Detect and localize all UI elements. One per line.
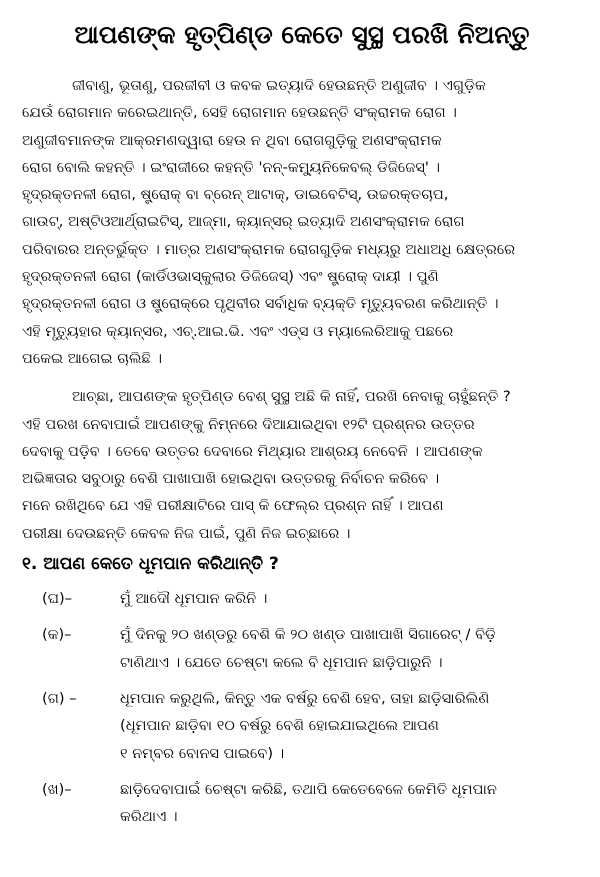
text-line: ଟାଣିଥାଏ । ଯେତେ ଚେଷ୍ଟା କଲେ ବି ଧୂମପାନ ଛାଡ଼ିପାରୁନି । (120, 653, 443, 671)
answer-option-ka (22, 621, 582, 676)
option-text (120, 621, 582, 676)
answer-option-ga (22, 685, 582, 767)
text-line: ଏହି ପରଖ ନେବାପାଇଁ ଆପଣଙ୍କୁ ନିମ୍ନରେ ଦିଆଯାଇଥିବା ୧୨ଟି ପ୍ରଶ୍ନର ଉତ୍ତର (22, 415, 475, 433)
text-line: ମନେ ରଖିଥିବେ ଯେ ଏହି ପରୀକ୍ଷାଟିରେ ପାସ୍ କି ଫେଲ୍‌ର ପ୍ରଶ୍ନ ନାହିଁ । ଆପଣ (22, 497, 444, 515)
text-line: ଅଭିଜ୍ଞତାର ସବୁଠାରୁ ବେଶି ପାଖାପାଖି ହୋଇଥିବା ଉତ୍ତରକୁ ନିର୍ବାଚନ କରିବେ । (22, 470, 440, 488)
text-line: ପରିବାରର ଅନ୍ତର୍ଭୁକ୍ତ । ମାତ୍ର ଅଣସଂକ୍ରାମକ ରୋଗଗୁଡ଼ିକ ମଧ୍ୟରୁ ଅଧାଅଧି କ୍ଷେତ୍ରରେ (22, 240, 516, 258)
text-line: ହୃଦ୍‌ରକ୍ତନଳୀ ରୋଗ, ଷ୍ଟ୍ରୋକ୍ ବା ବ୍ରେନ୍ ଆଟାକ୍, ଡାଇବେଟିସ୍, ଉଚ୍ଚରକ୍ତଚାପ, (22, 186, 449, 204)
text-line: କରିଥାଏ । (120, 808, 178, 826)
option-key: (ଗ) – (42, 689, 77, 707)
text-line: ଜୀବାଣୁ, ଭୂତାଣୁ, ପରଜୀବୀ ଓ କବକ ଇତ୍ୟାଦି ହେଉଛନ୍ତି ଅଣୁଜୀବ । ଏଗୁଡ଼ିକ (72, 77, 486, 94)
text-line: ଦେବାକୁ ପଡ଼ିବ । ତେବେ ଉତ୍ତର ଦେବାରେ ମିଥ୍ୟାର ଆଶ୍ରୟ ନେବେନି । ଆପଣଙ୍କ (22, 442, 483, 460)
text-line: ହୃଦ୍‌ରକ୍ତନଳୀ ରୋଗ (କାର୍ଡିଓଭାସ୍କୁଲାର ଡିଜିଜେସ୍) ଏବଂ ଷ୍ଟ୍ରୋକ୍ ଦାୟୀ । ପୁଣି (22, 268, 439, 286)
text-line: ଯେଉଁ ରୋଗମାନ କରେଇଥାନ୍ତି, ସେହି ରୋଗମାନ ହେଉଛନ୍ତି ସଂକ୍ରାମକ ରୋଗ । (22, 104, 457, 122)
instructions-paragraph (22, 383, 582, 547)
question-1-heading: ୧. ଆପଣ କେତେ ଧୂମପାନ କରିଥାନ୍ତି ? (22, 554, 279, 575)
text-line: ଧୂମପାନ କରୁଥିଲି, କିନ୍ତୁ ଏକ ବର୍ଷରୁ ବେଶି ହେବ, ତାହା ଛାଡ଼ିସାରିଲିଣି (120, 689, 490, 707)
text-line: ହୃଦ୍‌ରକ୍ତନଳୀ ରୋଗ ଓ ଷ୍ଟ୍ରୋକ୍‌ରେ ପୃଥିବୀର ସର୍ବାଧିକ ବ୍ୟକ୍ତି ମୃତ୍ୟୁବରଣ କରିଥାନ୍ତି । (22, 295, 499, 313)
text-line: ମୁଁ ଦିନକୁ ୨୦ ଖଣ୍ଡରୁ ବେଶି କି ୨୦ ଖଣ୍ଡ ପାଖାପାଖି ସିଗାରେଟ୍ / ବିଡ଼ି (120, 626, 496, 644)
text-line: ଛାଡ଼ିଦେବାପାଇଁ ଚେଷ୍ଟା କରିଛି, ତଥାପି କେତେବେଳେ କେମିତି ଧୂମପାନ (120, 780, 497, 798)
option-key: (କ)– (42, 626, 72, 644)
option-text (120, 685, 582, 767)
page-title: ଆପଣଙ୍କ ହୃତ୍‌ପିଣ୍ଡ କେତେ ସୁସ୍ଥ ପରଖି ନିଅନ୍ତୁ (74, 20, 530, 49)
text-line: ୧ ନମ୍ବର ବୋନସ ପାଇବେ) । (120, 744, 285, 762)
option-key: (ଘ)– (42, 590, 72, 608)
option-text (120, 585, 582, 612)
text-line: (ଧୂମପାନ ଛାଡ଼ିବା ୧୦ ବର୍ଷରୁ ବେଶି ହୋଇଯାଇଥିଲେ ଆପଣ (120, 717, 439, 735)
option-key: (ଖ)– (42, 780, 72, 798)
text-line: ଆଚ୍ଛା, ଆପଣଙ୍କ ହୃତ୍‌ପିଣ୍ଡ ବେଶ୍ ସୁସ୍ଥ ଅଛି କି ନାହିଁ, ପରଖି ନେବାକୁ ଚାହୁଁଛନ୍ତି ? (72, 388, 511, 406)
text-line: ପକେଇ ଆଗେଇ ଚାଲିଛି । (22, 349, 163, 367)
text-line: ଅଣୁଜୀବମାନଙ୍କ ଆକ୍ରମଣଦ୍ୱାରା ହେଉ ନ ଥିବା ରୋଗଗୁଡ଼ିକୁ ଅଣସଂକ୍ରାମକ (22, 131, 442, 149)
answer-option-kha (22, 776, 582, 831)
text-line: ମୁଁ ଆଦୌ ଧୂମପାନ କରିନି । (120, 590, 268, 608)
text-line: ଏହି ମୃତ୍ୟୁହାର କ୍ୟାନ୍‌ସର, ଏଚ୍.ଆଇ.ଭି. ଏବଂ ଏଡ୍‌ସ ଓ ମ୍ୟାଲେରିଆକୁ ପଛରେ (22, 322, 454, 340)
text-line: ରୋଗ ବୋଲି କହନ୍ତି । ଇଂରାଜୀରେ କହନ୍ତି 'ନନ୍‌-କମ୍ୟୁନିକେବଲ୍ ଡିଜିଜେସ୍' । (22, 158, 441, 176)
intro-paragraph (22, 72, 582, 372)
text-line: ପରୀକ୍ଷା ଦେଉଛନ୍ତି କେବଳ ନିଜ ପାଇଁ, ପୁଣି ନିଜ ଇଚ୍ଛାରେ । (22, 524, 351, 542)
answer-option-gha (22, 585, 582, 612)
text-line: ଗାଉଟ୍, ଅଷ୍ଟିଓଆର୍ଥ୍ରାଇଟିସ୍, ଆଜ୍ମା, କ୍ୟାନ୍‌ସର୍ ଇତ୍ୟାଦି ଅଣସଂକ୍ରାମକ ରୋଗ (22, 213, 465, 231)
option-text (120, 776, 582, 831)
